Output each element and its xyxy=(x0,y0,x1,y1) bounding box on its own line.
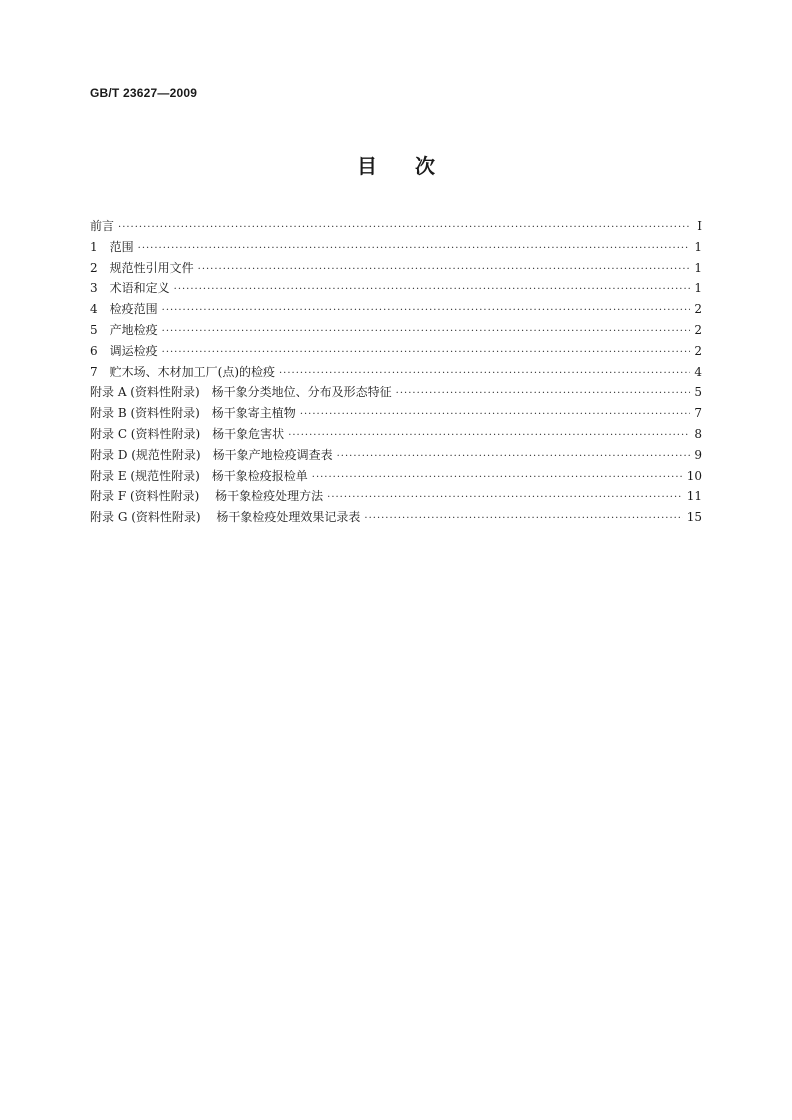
toc-entry-label: 附录 C (资料性附录) 杨干象危害状 xyxy=(90,426,285,441)
toc-entry-page: 2 xyxy=(694,302,702,317)
toc-leader-dots xyxy=(364,509,682,530)
toc-leader-dots xyxy=(279,364,690,385)
toc-entry-appendix-c[interactable] xyxy=(90,424,702,445)
toc-entry-1[interactable] xyxy=(90,237,702,258)
page-title: 目次 xyxy=(357,154,473,178)
toc-entry-appendix-d[interactable] xyxy=(90,445,702,466)
toc-entry-label: 前言 xyxy=(90,219,115,233)
toc-entry-label: 附录 B (资料性附录) 杨干象寄主植物 xyxy=(90,406,296,421)
toc-leader-dots xyxy=(118,218,690,239)
toc-leader-dots xyxy=(312,468,683,489)
toc-entry-label: 附录 D (规范性附录) 杨干象产地检疫调查表 xyxy=(90,447,333,462)
toc-entry-page: 8 xyxy=(694,426,702,441)
toc-entry-3[interactable] xyxy=(90,278,702,299)
toc-entry-label: 7 贮木场、木材加工厂(点)的检疫 xyxy=(90,364,275,379)
toc-entry-2[interactable] xyxy=(90,258,702,279)
toc-leader-dots xyxy=(138,239,690,260)
toc-entry-page: 11 xyxy=(686,489,702,504)
toc-entry-label: 2 规范性引用文件 xyxy=(90,260,194,275)
toc-entry-label: 附录 A (资料性附录) 杨干象分类地位、分布及形态特征 xyxy=(90,385,392,400)
toc-entry-page: 1 xyxy=(694,260,702,275)
toc-entry-label: 5 产地检疫 xyxy=(90,322,158,337)
table-of-contents xyxy=(90,216,702,528)
toc-entry-4[interactable] xyxy=(90,299,702,320)
toc-entry-label: 1 范围 xyxy=(90,239,134,254)
toc-entry-7[interactable] xyxy=(90,362,702,383)
toc-entry-appendix-g[interactable] xyxy=(90,507,702,528)
toc-leader-dots xyxy=(327,488,683,509)
toc-entry-page: 15 xyxy=(686,510,702,525)
toc-leader-dots xyxy=(198,260,690,281)
toc-leader-dots xyxy=(337,447,690,468)
standard-code: GB/T 23627—2009 xyxy=(90,86,198,100)
toc-leader-dots xyxy=(300,405,690,426)
toc-entry-label: 6 调运检疫 xyxy=(90,343,158,358)
toc-entry-page: Ⅰ xyxy=(697,219,702,233)
toc-entry-page: 1 xyxy=(694,239,702,254)
toc-entry-label: 3 术语和定义 xyxy=(90,281,170,296)
toc-leader-dots xyxy=(162,301,690,322)
toc-entry-page: 2 xyxy=(694,322,702,337)
toc-entry-appendix-e[interactable] xyxy=(90,466,702,487)
toc-entry-page: 2 xyxy=(694,343,702,358)
toc-leader-dots xyxy=(396,384,690,405)
toc-entry-label: 附录 F (资料性附录) 杨干象检疫处理方法 xyxy=(90,489,324,504)
toc-entry-appendix-f[interactable] xyxy=(90,486,702,507)
toc-leader-dots xyxy=(174,280,690,301)
toc-entry-6[interactable] xyxy=(90,341,702,362)
toc-entry-label: 附录 E (规范性附录) 杨干象检疫报检单 xyxy=(90,468,308,483)
toc-entry-page: 5 xyxy=(694,385,702,400)
toc-entry-page: 7 xyxy=(694,406,702,421)
toc-entry-foreword[interactable] xyxy=(90,216,702,237)
toc-leader-dots xyxy=(288,426,690,447)
toc-entry-label: 4 检疫范围 xyxy=(90,302,158,317)
toc-entry-page: 1 xyxy=(694,281,702,296)
toc-leader-dots xyxy=(162,343,690,364)
toc-entry-page: 10 xyxy=(686,468,702,483)
toc-entry-page: 4 xyxy=(694,364,702,379)
toc-entry-appendix-b[interactable] xyxy=(90,403,702,424)
toc-entry-appendix-a[interactable] xyxy=(90,382,702,403)
toc-entry-page: 9 xyxy=(694,447,702,462)
toc-leader-dots xyxy=(162,322,690,343)
toc-entry-label: 附录 G (资料性附录) 杨干象检疫处理效果记录表 xyxy=(90,510,361,525)
toc-entry-5[interactable] xyxy=(90,320,702,341)
